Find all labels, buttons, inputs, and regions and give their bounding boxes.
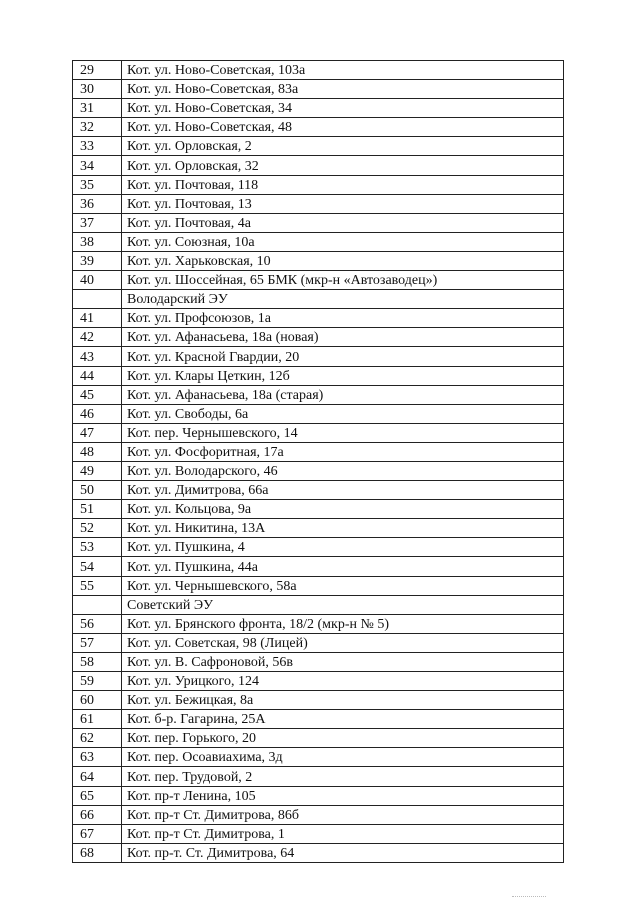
address-cell: Кот. ул. Почтовая, 4а (122, 213, 564, 232)
table-row (73, 366, 564, 385)
row-number-cell: 33 (73, 137, 122, 156)
address-cell: Кот. ул. Никитина, 13А (122, 519, 564, 538)
table-row (73, 175, 564, 194)
address-cell: Кот. ул. Красной Гвардии, 20 (122, 347, 564, 366)
address-cell: Кот. ул. Почтовая, 118 (122, 175, 564, 194)
table-row (73, 137, 564, 156)
row-number-cell: 61 (73, 710, 122, 729)
address-cell: Кот. ул. Шоссейная, 65 БМК (мкр-н «Автозаводец») (122, 271, 564, 290)
table-row (73, 729, 564, 748)
row-number-cell: 62 (73, 729, 122, 748)
row-number-cell: 67 (73, 824, 122, 843)
address-cell: Кот. ул. Союзная, 10а (122, 232, 564, 251)
table-body (73, 61, 564, 863)
row-number-cell: 64 (73, 767, 122, 786)
address-cell: Кот. пр-т Ст. Димитрова, 86б (122, 805, 564, 824)
table-row (73, 691, 564, 710)
address-cell: Кот. ул. Пушкина, 44а (122, 557, 564, 576)
table-row (73, 576, 564, 595)
address-cell: Кот. б-р. Гагарина, 25А (122, 710, 564, 729)
row-number-cell (73, 290, 122, 309)
table-row (73, 557, 564, 576)
address-cell: Кот. пр-т Ленина, 105 (122, 786, 564, 805)
address-cell: Кот. ул. Советская, 98 (Лицей) (122, 633, 564, 652)
row-number-cell: 41 (73, 309, 122, 328)
table-row (73, 404, 564, 423)
table-row (73, 748, 564, 767)
address-cell: Кот. ул. Ново-Советская, 48 (122, 118, 564, 137)
address-cell: Кот. ул. Кольцова, 9а (122, 500, 564, 519)
table-row (73, 385, 564, 404)
address-cell: Кот. ул. Володарского, 46 (122, 461, 564, 480)
row-number-cell: 59 (73, 672, 122, 691)
boiler-list-table (72, 60, 564, 863)
row-number-cell: 40 (73, 271, 122, 290)
address-cell: Кот. ул. Почтовая, 13 (122, 194, 564, 213)
section-header-row (73, 290, 564, 309)
row-number-cell: 35 (73, 175, 122, 194)
table-row (73, 461, 564, 480)
row-number-cell: 60 (73, 691, 122, 710)
row-number-cell: 46 (73, 404, 122, 423)
address-cell: Кот. ул. Афанасьева, 18а (новая) (122, 328, 564, 347)
address-cell: Кот. ул. В. Сафроновой, 56в (122, 652, 564, 671)
table-row (73, 786, 564, 805)
table-row (73, 156, 564, 175)
row-number-cell: 30 (73, 80, 122, 99)
table-row (73, 61, 564, 80)
address-cell: Кот. ул. Пушкина, 4 (122, 538, 564, 557)
table-row (73, 519, 564, 538)
address-cell: Кот. ул. Ново-Советская, 103а (122, 61, 564, 80)
table-row (73, 328, 564, 347)
row-number-cell: 34 (73, 156, 122, 175)
row-number-cell: 57 (73, 633, 122, 652)
table-row (73, 500, 564, 519)
address-cell: Кот. пер. Трудовой, 2 (122, 767, 564, 786)
table-row (73, 309, 564, 328)
row-number-cell: 68 (73, 843, 122, 862)
row-number-cell: 42 (73, 328, 122, 347)
row-number-cell: 54 (73, 557, 122, 576)
address-cell: Кот. ул. Димитрова, 66а (122, 481, 564, 500)
row-number-cell (73, 595, 122, 614)
section-title-cell: Советский ЭУ (122, 595, 564, 614)
table-row (73, 652, 564, 671)
address-cell: Кот. пр-т Ст. Димитрова, 1 (122, 824, 564, 843)
table-row (73, 824, 564, 843)
table-row (73, 213, 564, 232)
row-number-cell: 66 (73, 805, 122, 824)
row-number-cell: 51 (73, 500, 122, 519)
address-cell: Кот. ул. Орловская, 2 (122, 137, 564, 156)
row-number-cell: 43 (73, 347, 122, 366)
table-row (73, 251, 564, 270)
row-number-cell: 55 (73, 576, 122, 595)
row-number-cell: 56 (73, 614, 122, 633)
address-cell: Кот. ул. Свободы, 6а (122, 404, 564, 423)
table-row (73, 710, 564, 729)
table-row (73, 423, 564, 442)
address-cell: Кот. ул. Афанасьева, 18а (старая) (122, 385, 564, 404)
row-number-cell: 48 (73, 442, 122, 461)
address-cell: Кот. пер. Горького, 20 (122, 729, 564, 748)
table-row (73, 194, 564, 213)
address-cell: Кот. ул. Брянского фронта, 18/2 (мкр-н № 5) (122, 614, 564, 633)
section-title-cell: Володарский ЭУ (122, 290, 564, 309)
table-row (73, 347, 564, 366)
address-cell: Кот. ул. Ново-Советская, 83а (122, 80, 564, 99)
address-cell: Кот. ул. Фосфоритная, 17а (122, 442, 564, 461)
row-number-cell: 29 (73, 61, 122, 80)
row-number-cell: 65 (73, 786, 122, 805)
table-row (73, 805, 564, 824)
row-number-cell: 45 (73, 385, 122, 404)
address-cell: Кот. ул. Клары Цеткин, 12б (122, 366, 564, 385)
table-row (73, 672, 564, 691)
scan-artifact (512, 896, 546, 900)
address-cell: Кот. ул. Ново-Советская, 34 (122, 99, 564, 118)
row-number-cell: 53 (73, 538, 122, 557)
table-row (73, 80, 564, 99)
row-number-cell: 49 (73, 461, 122, 480)
address-cell: Кот. ул. Орловская, 32 (122, 156, 564, 175)
table-row (73, 538, 564, 557)
table-row (73, 614, 564, 633)
row-number-cell: 44 (73, 366, 122, 385)
table-row (73, 633, 564, 652)
section-header-row (73, 595, 564, 614)
table-row (73, 481, 564, 500)
row-number-cell: 38 (73, 232, 122, 251)
address-cell: Кот. пер. Осоавиахима, 3д (122, 748, 564, 767)
table-row (73, 232, 564, 251)
row-number-cell: 52 (73, 519, 122, 538)
row-number-cell: 31 (73, 99, 122, 118)
table-row (73, 843, 564, 862)
row-number-cell: 47 (73, 423, 122, 442)
row-number-cell: 58 (73, 652, 122, 671)
table-row (73, 442, 564, 461)
address-cell: Кот. ул. Чернышевского, 58а (122, 576, 564, 595)
row-number-cell: 39 (73, 251, 122, 270)
row-number-cell: 37 (73, 213, 122, 232)
address-cell: Кот. ул. Профсоюзов, 1а (122, 309, 564, 328)
address-cell: Кот. пр-т. Ст. Димитрова, 64 (122, 843, 564, 862)
table-row (73, 99, 564, 118)
table-row (73, 271, 564, 290)
address-cell: Кот. пер. Чернышевского, 14 (122, 423, 564, 442)
row-number-cell: 63 (73, 748, 122, 767)
address-cell: Кот. ул. Харьковская, 10 (122, 251, 564, 270)
address-cell: Кот. ул. Бежицкая, 8а (122, 691, 564, 710)
row-number-cell: 32 (73, 118, 122, 137)
row-number-cell: 36 (73, 194, 122, 213)
table-row (73, 767, 564, 786)
address-cell: Кот. ул. Урицкого, 124 (122, 672, 564, 691)
table-row (73, 118, 564, 137)
row-number-cell: 50 (73, 481, 122, 500)
